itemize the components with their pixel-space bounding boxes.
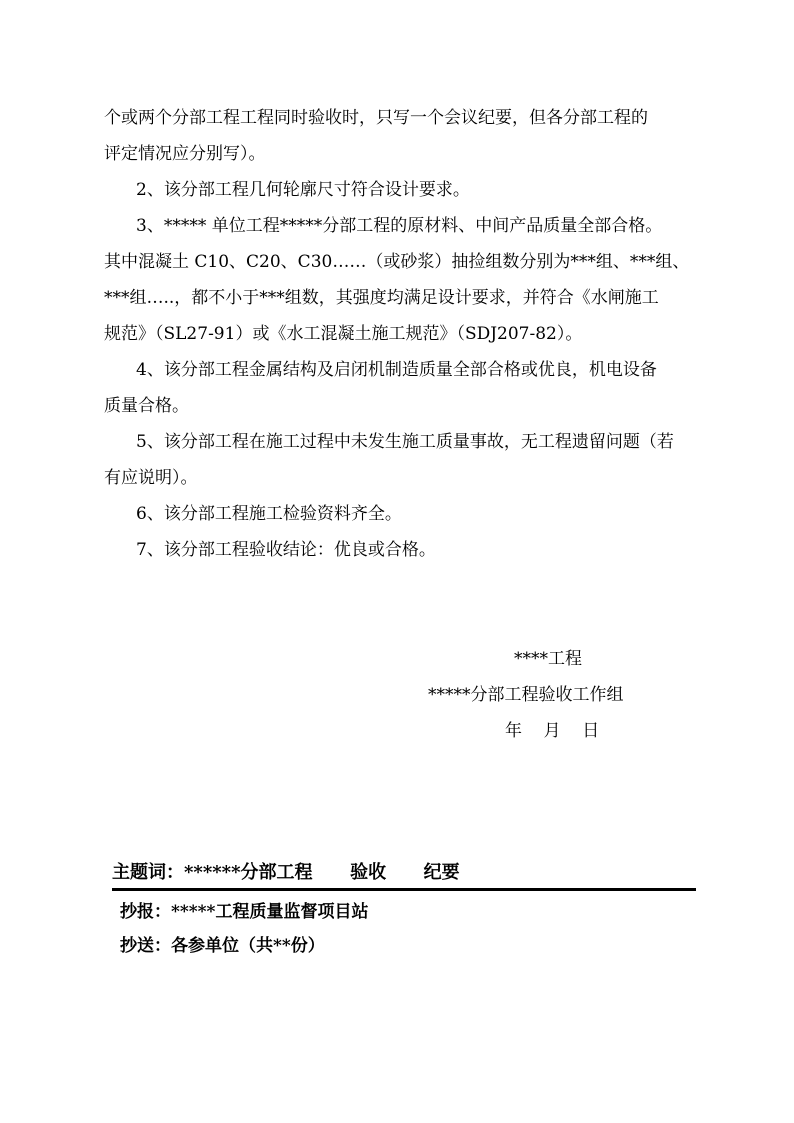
paragraph-3-line-3: ***组…..，都不小于***组数，其强度均满足设计要求，并符合《水闸施工 <box>104 288 659 308</box>
paragraph-3-line-4: 规范》（SL27-91）或《水工混凝土施工规范》（SDJ207-82）。 <box>104 324 583 344</box>
paragraph-2-line-1: 2、该分部工程几何轮廓尺寸符合设计要求。 <box>136 180 470 200</box>
paragraph-3-line-2: 其中混凝土 C10、C20、C30……（或砂浆）抽捡组数分别为***组、***组、 <box>104 252 690 272</box>
signature-group: *****分部工程验收工作组 <box>428 685 624 705</box>
paragraph-4-line-2: 质量合格。 <box>104 396 189 416</box>
paragraph-6-line-1: 6、该分部工程施工检验资料齐全。 <box>136 504 402 524</box>
paragraph-4-line-1: 4、该分部工程金属结构及启闭机制造质量全部合格或优良，机电设备 <box>136 360 657 380</box>
signature-date: 年 月 日 <box>505 721 600 741</box>
paragraph-1-line-1: 个或两个分部工程工程同时验收时，只写一个会议纪要，但各分部工程的 <box>104 108 648 128</box>
footer-report-to: 抄报：*****工程质量监督项目站 <box>120 902 369 922</box>
footer-copy-to: 抄送：各参单位（共**份） <box>120 936 325 956</box>
signature-project: ****工程 <box>514 649 582 669</box>
paragraph-5-line-1: 5、该分部工程在施工过程中未发生施工质量事故，无工程遗留问题（若 <box>136 432 674 452</box>
paragraph-7-line-1: 7、该分部工程验收结论：优良或合格。 <box>136 540 436 560</box>
paragraph-5-line-2: 有应说明）。 <box>104 468 198 488</box>
paragraph-3-line-1: 3、***** 单位工程*****分部工程的原材料、中间产品质量全部合格。 <box>136 216 663 236</box>
footer-keywords: 主题词：******分部工程 验收 纪要 <box>112 862 460 883</box>
paragraph-1-line-2: 评定情况应分别写）。 <box>104 144 266 164</box>
footer-divider <box>112 888 696 891</box>
